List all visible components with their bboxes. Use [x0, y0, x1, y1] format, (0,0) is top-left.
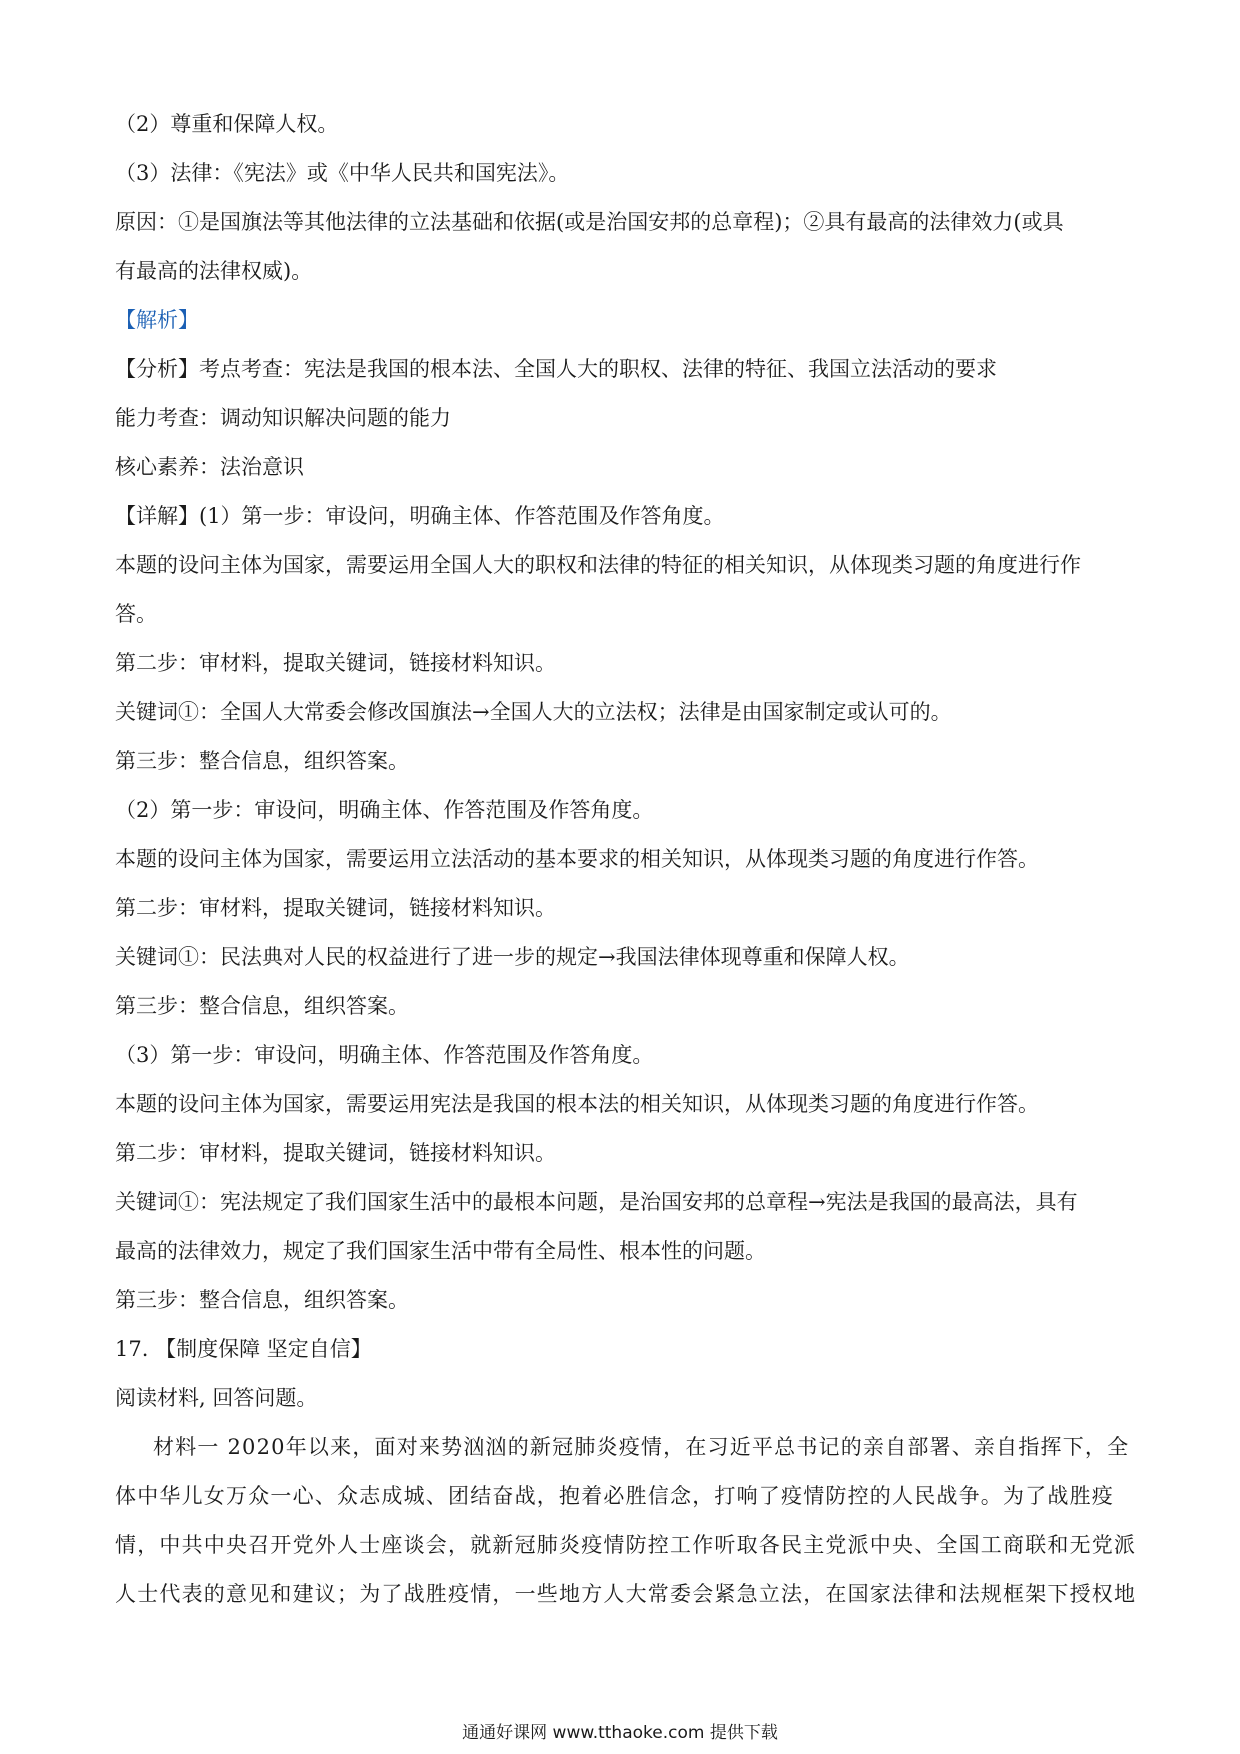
- detail-3-step-2: 第二步：审材料，提取关键词，链接材料知识。: [115, 1141, 556, 1165]
- detail-1-subject-line-1: 本题的设问主体为国家，需要运用全国人大的职权和法律的特征的相关知识，从体现类习题的角度进行作: [115, 553, 1081, 577]
- detail-3-keyword-line-1: 关键词①：宪法规定了我们国家生活中的最根本问题，是治国安邦的总章程→宪法是我国的最高法，具有: [115, 1190, 1078, 1214]
- material-1-line-3: 情，中共中央召开党外人士座谈会，就新冠肺炎疫情防控工作听取各民主党派中央、全国工商联和无党派: [115, 1533, 1137, 1557]
- detail-3-step-3: 第三步：整合信息，组织答案。: [115, 1288, 409, 1312]
- answer-3: （3）法律：《宪法》或《中华人民共和国宪法》。: [115, 161, 570, 185]
- analysis-header: 【解析】: [115, 308, 199, 332]
- detail-1-step-1: 【详解】(1）第一步：审设问，明确主体、作答范围及作答角度。: [115, 504, 725, 528]
- detail-2-keyword: 关键词①：民法典对人民的权益进行了进一步的规定→我国法律体现尊重和保障人权。: [115, 945, 910, 969]
- detail-3-step-1: （3）第一步：审设问，明确主体、作答范围及作答角度。: [115, 1043, 654, 1067]
- detail-1-subject-line-2: 答。: [115, 602, 157, 626]
- detail-3-subject: 本题的设问主体为国家，需要运用宪法是我国的根本法的相关知识，从体现类习题的角度进行作答。: [115, 1092, 1039, 1116]
- material-1-line-2: 体中华儿女万众一心、众志成城、团结奋战，抱着必胜信念，打响了疫情防控的人民战争。为了战胜疫: [115, 1484, 1114, 1508]
- detail-2-step-3: 第三步：整合信息，组织答案。: [115, 994, 409, 1018]
- detail-2-step-1: （2）第一步：审设问，明确主体、作答范围及作答角度。: [115, 798, 654, 822]
- material-1-line-1: 材料一 2020年以来，面对来势汹汹的新冠肺炎疫情，在习近平总书记的亲自部署、亲自指挥下，全: [153, 1435, 1130, 1459]
- reason-line-2: 有最高的法律权威)。: [115, 259, 313, 283]
- page-footer: 通通好课网 www.tthaoke.com 提供下载: [462, 1723, 778, 1743]
- detail-3-keyword-line-2: 最高的法律效力，规定了我们国家生活中带有全局性、根本性的问题。: [115, 1239, 766, 1263]
- document-body: [115, 100, 1137, 1619]
- detail-2-subject: 本题的设问主体为国家，需要运用立法活动的基本要求的相关知识，从体现类习题的角度进行作答。: [115, 847, 1039, 871]
- detail-1-step-3: 第三步：整合信息，组织答案。: [115, 749, 409, 773]
- answer-2: （2）尊重和保障人权。: [115, 112, 339, 136]
- analysis-fenxi: 【分析】考点考查：宪法是我国的根本法、全国人大的职权、法律的特征、我国立法活动的要求: [115, 357, 997, 381]
- detail-1-step-2: 第二步：审材料，提取关键词，链接材料知识。: [115, 651, 556, 675]
- question-17-title: 17. 【制度保障 坚定自信】: [115, 1337, 372, 1361]
- analysis-ability: 能力考查：调动知识解决问题的能力: [115, 406, 451, 430]
- detail-2-step-2: 第二步：审材料，提取关键词，链接材料知识。: [115, 896, 556, 920]
- analysis-core: 核心素养：法治意识: [115, 455, 304, 479]
- question-17-instruction: 阅读材料, 回答问题。: [115, 1386, 318, 1410]
- reason-line-1: 原因：①是国旗法等其他法律的立法基础和依据(或是治国安邦的总章程)；②具有最高的法律效力(或具: [115, 210, 1064, 234]
- material-1-line-4: 人士代表的意见和建议；为了战胜疫情，一些地方人大常委会紧急立法，在国家法律和法规框架下授权地: [115, 1582, 1137, 1606]
- detail-1-keyword: 关键词①：全国人大常委会修改国旗法→全国人大的立法权；法律是由国家制定或认可的。: [115, 700, 952, 724]
